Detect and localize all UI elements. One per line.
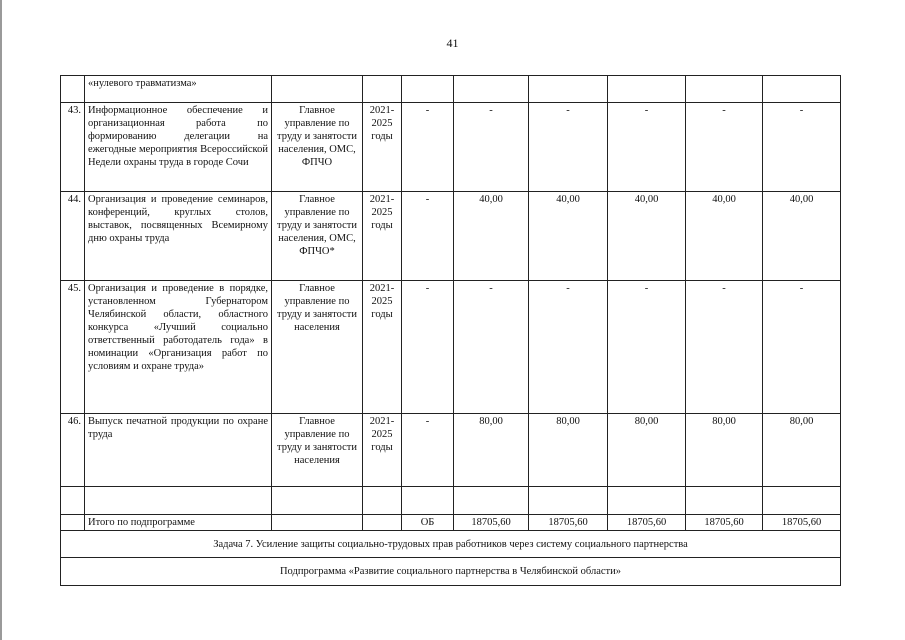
activity-name [85,487,272,515]
period [363,515,402,531]
value-2025: 40,00 [763,192,841,281]
task-heading: Задача 7. Усиление защиты социально-трудовых прав работников через систему социального партнерства [61,531,841,558]
table-row [61,76,841,103]
value-2025: 18705,60 [763,515,841,531]
executor [272,487,363,515]
page-left-edge [0,0,2,640]
value-2022: 80,00 [529,414,608,487]
funding-source: - [402,192,454,281]
value-2022: - [529,103,608,192]
value-2021: 40,00 [454,192,529,281]
value-2024: 18705,60 [686,515,763,531]
funding-source [402,487,454,515]
value-2024: 40,00 [686,192,763,281]
value-2023: - [608,281,686,414]
row-number [61,76,85,103]
value-2023: 18705,60 [608,515,686,531]
value-2023: 40,00 [608,192,686,281]
value-2025 [763,487,841,515]
row-number: 43. [61,103,85,192]
row-number: 45. [61,281,85,414]
value-2022 [529,76,608,103]
executor [272,76,363,103]
funding-source: - [402,281,454,414]
executor: Главное управление по труду и занятости населения, ОМС, ФПЧО [272,103,363,192]
funding-source: - [402,414,454,487]
funding-source [402,76,454,103]
row-number: 44. [61,192,85,281]
task-heading-row [61,531,841,558]
value-2024: - [686,281,763,414]
table-row [61,487,841,515]
value-2023: - [608,103,686,192]
table-row [61,414,841,487]
value-2022 [529,487,608,515]
value-2025: - [763,103,841,192]
table-row [61,281,841,414]
row-number [61,487,85,515]
period: 2021-2025 годы [363,414,402,487]
value-2023 [608,76,686,103]
funding-source: - [402,103,454,192]
value-2021: 80,00 [454,414,529,487]
page-number: 41 [446,36,459,50]
subprogram-heading-row [61,558,841,586]
value-2022: 40,00 [529,192,608,281]
value-2024 [686,76,763,103]
value-2024: 80,00 [686,414,763,487]
period [363,487,402,515]
period: 2021-2025 годы [363,281,402,414]
table-row [61,103,841,192]
activity-name: Организация и проведение в порядке, установленном Губернатором Челябинской области, областного конкурса «Лучший социально ответственный работодатель года» в номинации «Организация работ по условиям и охране труда» [85,281,272,414]
table-row [61,515,841,531]
period [363,76,402,103]
executor: Главное управление по труду и занятости населения [272,414,363,487]
value-2021: - [454,281,529,414]
executor: Главное управление по труду и занятости населения [272,281,363,414]
row-number: 46. [61,414,85,487]
value-2022: - [529,281,608,414]
period: 2021-2025 годы [363,192,402,281]
value-2021 [454,76,529,103]
value-2021 [454,487,529,515]
activity-name: «нулевого травматизма» [85,76,272,103]
activity-name: Выпуск печатной продукции по охране труда [85,414,272,487]
activity-name: Организация и проведение семинаров, конференций, круглых столов, выставок, посвященных Всемирному дню охраны труда [85,192,272,281]
table-row [61,192,841,281]
value-2024: - [686,103,763,192]
activity-name: Информационное обеспечение и организационная работа по формированию делегации на ежегодные мероприятия Всероссийской Недели охраны труда в городе Сочи [85,103,272,192]
row-number [61,515,85,531]
subprogram-heading: Подпрограмма «Развитие социального партнерства в Челябинской области» [61,558,841,586]
value-2025: 80,00 [763,414,841,487]
executor: Главное управление по труду и занятости населения, ОМС, ФПЧО* [272,192,363,281]
value-2023 [608,487,686,515]
executor [272,515,363,531]
activity-name: Итого по подпрограмме [85,515,272,531]
value-2025 [763,76,841,103]
value-2022: 18705,60 [529,515,608,531]
value-2024 [686,487,763,515]
value-2025: - [763,281,841,414]
value-2023: 80,00 [608,414,686,487]
table-body [61,76,841,531]
program-table [60,75,841,586]
period: 2021-2025 годы [363,103,402,192]
value-2021: 18705,60 [454,515,529,531]
funding-source: ОБ [402,515,454,531]
value-2021: - [454,103,529,192]
